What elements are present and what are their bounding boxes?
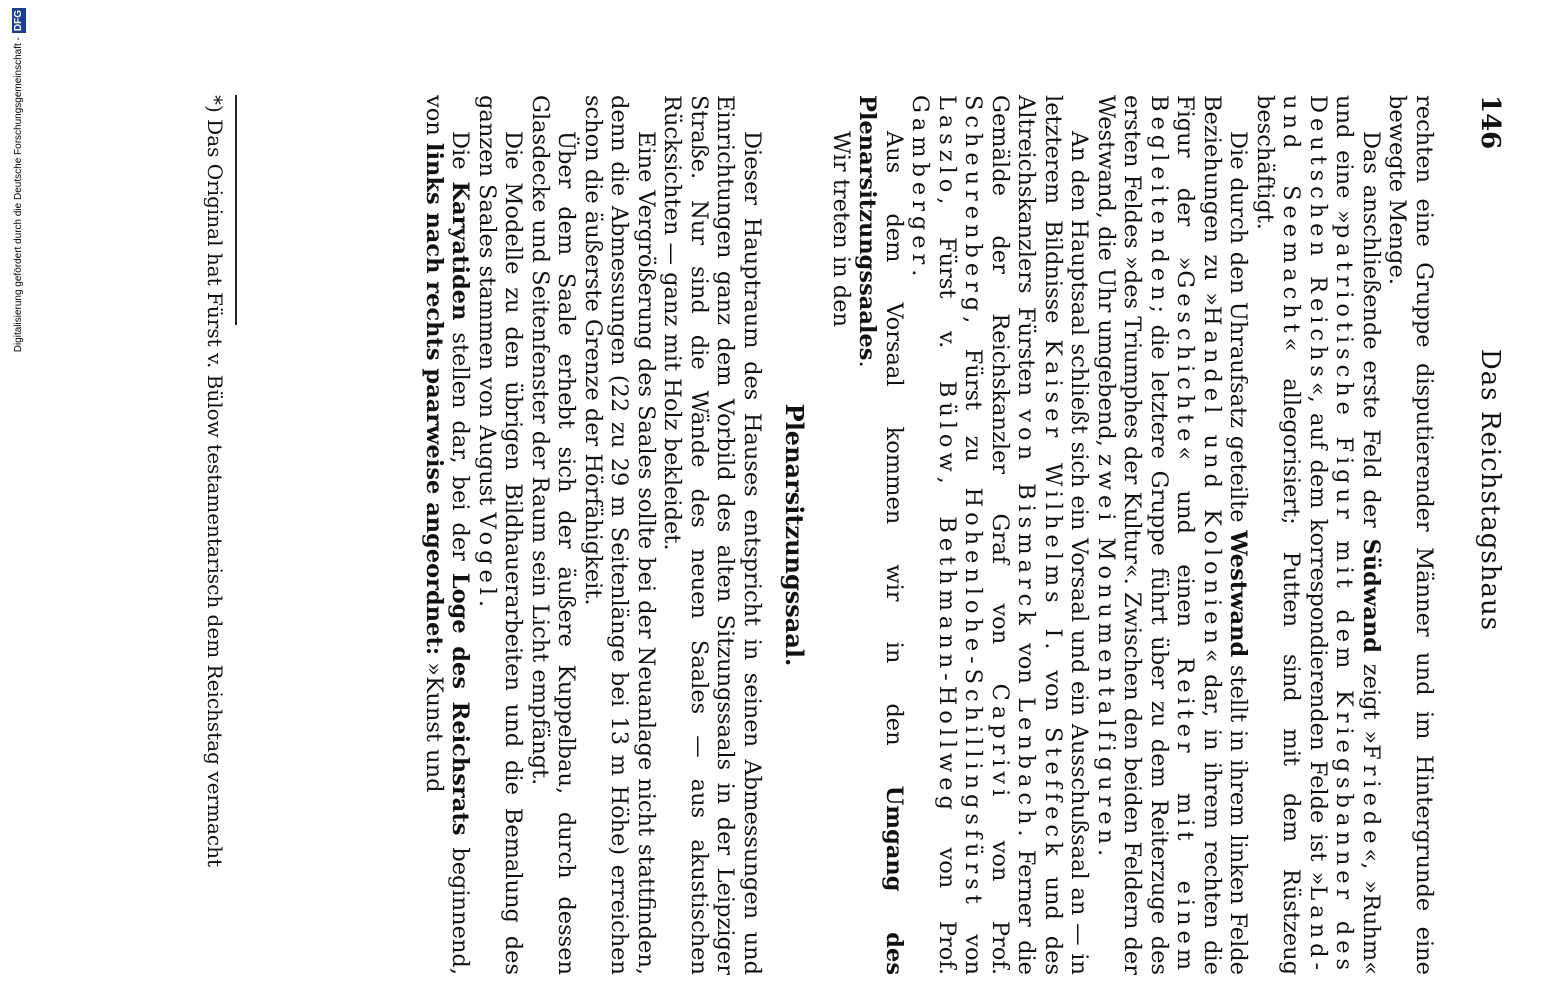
page-header [1465, 60, 1505, 920]
paragraph: Das anschließende erste Feld der Südwand zeigt »Friede«, »Ruhm« und eine »patriotische Figur mit dem Kriegsbanner des Deutschen Reichs«, auf dem korrespondierenden Felde ist »Land- und Seemacht« allegorisiert; Putten sind mit dem Rüstzeug beschäftigt. [1252, 95, 1384, 976]
footnote-rule [235, 95, 237, 325]
running-head: Das Reichstagshaus [1475, 348, 1505, 632]
body-text [421, 95, 1438, 975]
paragraph: Die Karyatiden stellen dar, bei der Loge des Reichsrats beginnend, von links nach rechts paarweise angeordnet: »Kunst und [421, 95, 474, 975]
section-heading: Plenarsitzungssaal. [780, 403, 810, 667]
paragraph: Die Modelle zu den übrigen Bildhauerarbeiten und die Bemalung des ganzen Saales stammen von August Vogel. [474, 95, 527, 975]
dfg-logo-icon: DFG [13, 10, 24, 32]
paragraph: Wir treten in den [828, 131, 854, 327]
margin-credit [0, 0, 24, 1000]
footnote: *) Das Original hat Fürst v. Bülow testamentarisch dem Reichstag vermacht [203, 95, 227, 867]
paragraph: Eine Vergrößerung des Saales sollte bei der Neuanlage nicht stattfinden, denn die Abmessungen (22 zu 29 m Seitenlänge bei 13 m Höhe) erreichen schon die äußerste Grenze der Hörfähigkeit. [580, 95, 659, 975]
paragraph: Aus dem Vorsaal kommen wir in den Umgang des Plenarsitzungssaales. [854, 95, 907, 975]
paragraph: Über dem Saale erhebt sich der äußere Kuppelbau, durch dessen Glasdecke und Seitenfenster der Raum sein Licht empfängt. [527, 95, 580, 975]
paragraph: Die durch den Uhraufsatz geteilte Westwand stellt in ihrem linken Felde Beziehungen zu »Handel und Kolonien« dar, in ihrem rechten die Figur der »Geschichte« und einen Reiter mit einem Begleitenden; die letztere Gruppe führt über zu dem Reiterzuge des ersten Feldes »des Triumphes der Kultur«. Zwischen den beiden Feldern der Westwand, die Uhr umgebend, zwei Monumentalfiguren. [1093, 95, 1252, 975]
paragraph: Dieser Hauptraum des Hauses entspricht in seinen Abmessungen und Einrichtungen ganz dem Vorbild des alten Sitzungssaals in der Leipziger Straße. Nur sind die Wände des neuen Saales — aus akustischen Rücksichten — ganz mit Holz bekleidet. [659, 95, 765, 975]
paragraph: rechten eine Gruppe disputierender Männer und im Hintergrunde eine bewegte Menge. [1384, 95, 1437, 975]
paragraph: An den Hauptsaal schließt sich ein Vorsaal und ein Ausschußsaal an — in letzterem Bildnisse Kaiser Wilhelms I. von Steffeck und des Altreichskanzlers Fürsten von Bismarck von Lenbach. Ferner die Gemälde der Reichskanzler Graf von Caprivi von Prof. Scheurenberg, Fürst zu Hohenlohe-Schillingsfürst von Laszlo, Fürst v. Bülow, Bethmann-Hollweg von Prof. Gamberger. [907, 95, 1093, 975]
page-number: 146 [1475, 95, 1505, 150]
margin-credit-text: Digitalisierung gefördert durch die Deutsche Forschungsgemeinschaft -DFG [13, 10, 24, 353]
